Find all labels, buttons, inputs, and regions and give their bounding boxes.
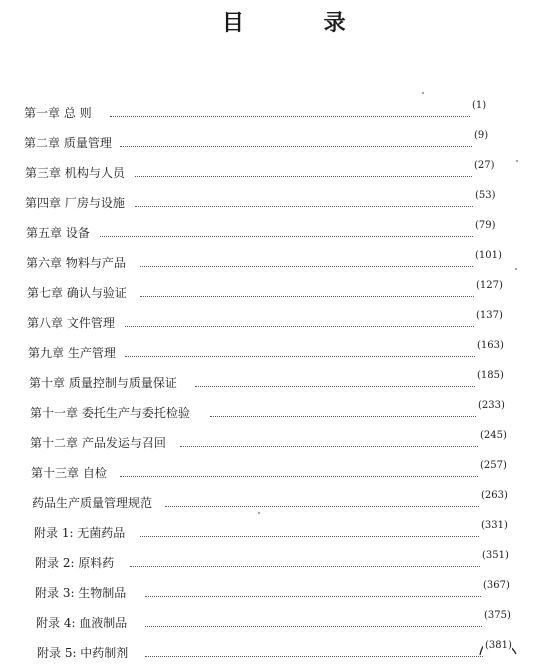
dot-leader: [140, 296, 474, 297]
toc-entry-page: (101): [475, 250, 502, 261]
toc-entry[interactable]: [0, 428, 544, 458]
toc-entry-label: 附录 1: 无菌药品: [34, 526, 128, 540]
toc-entry-page: (9): [474, 130, 489, 141]
dot-leader: [135, 176, 472, 177]
scan-speck: [516, 160, 518, 162]
toc-entry-label: 第七章 确认与验证: [27, 286, 130, 300]
toc-entry[interactable]: [0, 458, 544, 488]
scan-speck: [258, 512, 260, 514]
dot-leader: [135, 206, 473, 207]
toc-entry-label: 第一章 总 则: [24, 106, 95, 120]
toc-entry[interactable]: [0, 368, 544, 398]
toc-entry[interactable]: [0, 548, 544, 578]
toc-entry-page: (263): [481, 490, 508, 501]
dot-leader: [210, 416, 476, 417]
toc-entry-page: (381): [485, 640, 512, 651]
toc-entry-page: (79): [475, 220, 496, 231]
dot-leader: [145, 626, 482, 627]
dot-leader: [165, 506, 479, 507]
dot-leader: [145, 596, 481, 597]
toc-entry-label: 第十一章 委托生产与委托检验: [30, 406, 193, 420]
toc-entry-label: 第五章 设备: [26, 226, 93, 240]
toc-entry-page: (185): [477, 370, 504, 381]
toc-entry-label: 附录 5: 中药制剂: [37, 646, 131, 660]
toc-entry-label: 第二章 质量管理: [24, 136, 115, 150]
toc-entry[interactable]: [0, 638, 544, 668]
toc-entry-label: 附录 2: 原料药: [35, 556, 117, 570]
toc-entry[interactable]: [0, 98, 544, 128]
toc-entry-page: (257): [480, 460, 507, 471]
table-of-contents: [0, 98, 544, 668]
toc-entry-label: 附录 3: 生物制品: [35, 586, 129, 600]
toc-entry-page: (375): [484, 610, 511, 621]
toc-entry-page: (351): [482, 550, 509, 561]
toc-entry[interactable]: [0, 188, 544, 218]
toc-entry-label: 第四章 厂房与设施: [25, 196, 128, 210]
page-title: 目 录: [222, 10, 382, 36]
toc-entry[interactable]: [0, 398, 544, 428]
toc-entry-page: (245): [480, 430, 507, 441]
toc-entry-page: (163): [477, 340, 504, 351]
dot-leader: [140, 536, 479, 537]
toc-entry[interactable]: [0, 128, 544, 158]
toc-entry-label: 药品生产质量管理规范: [32, 496, 155, 510]
toc-entry-label: 第十三章 自检: [31, 466, 110, 480]
dot-leader: [120, 476, 478, 477]
toc-entry[interactable]: [0, 338, 544, 368]
toc-entry[interactable]: [0, 488, 544, 518]
toc-entry-page: (1): [472, 100, 487, 111]
toc-entry-label: 第十二章 产品发运与召回: [30, 436, 169, 450]
toc-entry[interactable]: [0, 278, 544, 308]
dot-leader: [195, 386, 475, 387]
toc-entry-page: (137): [476, 310, 503, 321]
toc-entry-label: 第八章 文件管理: [27, 316, 118, 330]
toc-entry-page: (27): [474, 160, 495, 171]
toc-entry-label: 第三章 机构与人员: [25, 166, 128, 180]
toc-entry-page: (233): [478, 400, 505, 411]
toc-entry[interactable]: [0, 158, 544, 188]
dot-leader: [130, 566, 480, 567]
dot-leader: [125, 326, 474, 327]
toc-entry-label: 附录 4: 血液制品: [36, 616, 130, 630]
toc-entry[interactable]: [0, 608, 544, 638]
toc-entry-page: (367): [483, 580, 510, 591]
dot-leader: [100, 236, 473, 237]
toc-entry-label: 第九章 生产管理: [28, 346, 119, 360]
toc-entry-page: (331): [481, 520, 508, 531]
toc-entry[interactable]: [0, 578, 544, 608]
toc-entry[interactable]: [0, 308, 544, 338]
scan-speck: [515, 268, 517, 270]
dot-leader: [125, 356, 475, 357]
toc-entry-label: 第六章 物料与产品: [26, 256, 129, 270]
toc-entry-page: (53): [475, 190, 496, 201]
toc-entry[interactable]: [0, 518, 544, 548]
dot-leader: [140, 266, 473, 267]
dot-leader: [120, 146, 472, 147]
scan-speck: [422, 92, 424, 94]
toc-entry-page: (127): [476, 280, 503, 291]
toc-entry-label: 第十章 质量控制与质量保证: [29, 376, 180, 390]
dot-leader: [110, 116, 470, 117]
dot-leader: [145, 656, 483, 657]
toc-entry[interactable]: [0, 218, 544, 248]
dot-leader: [180, 446, 478, 447]
toc-entry[interactable]: [0, 248, 544, 278]
